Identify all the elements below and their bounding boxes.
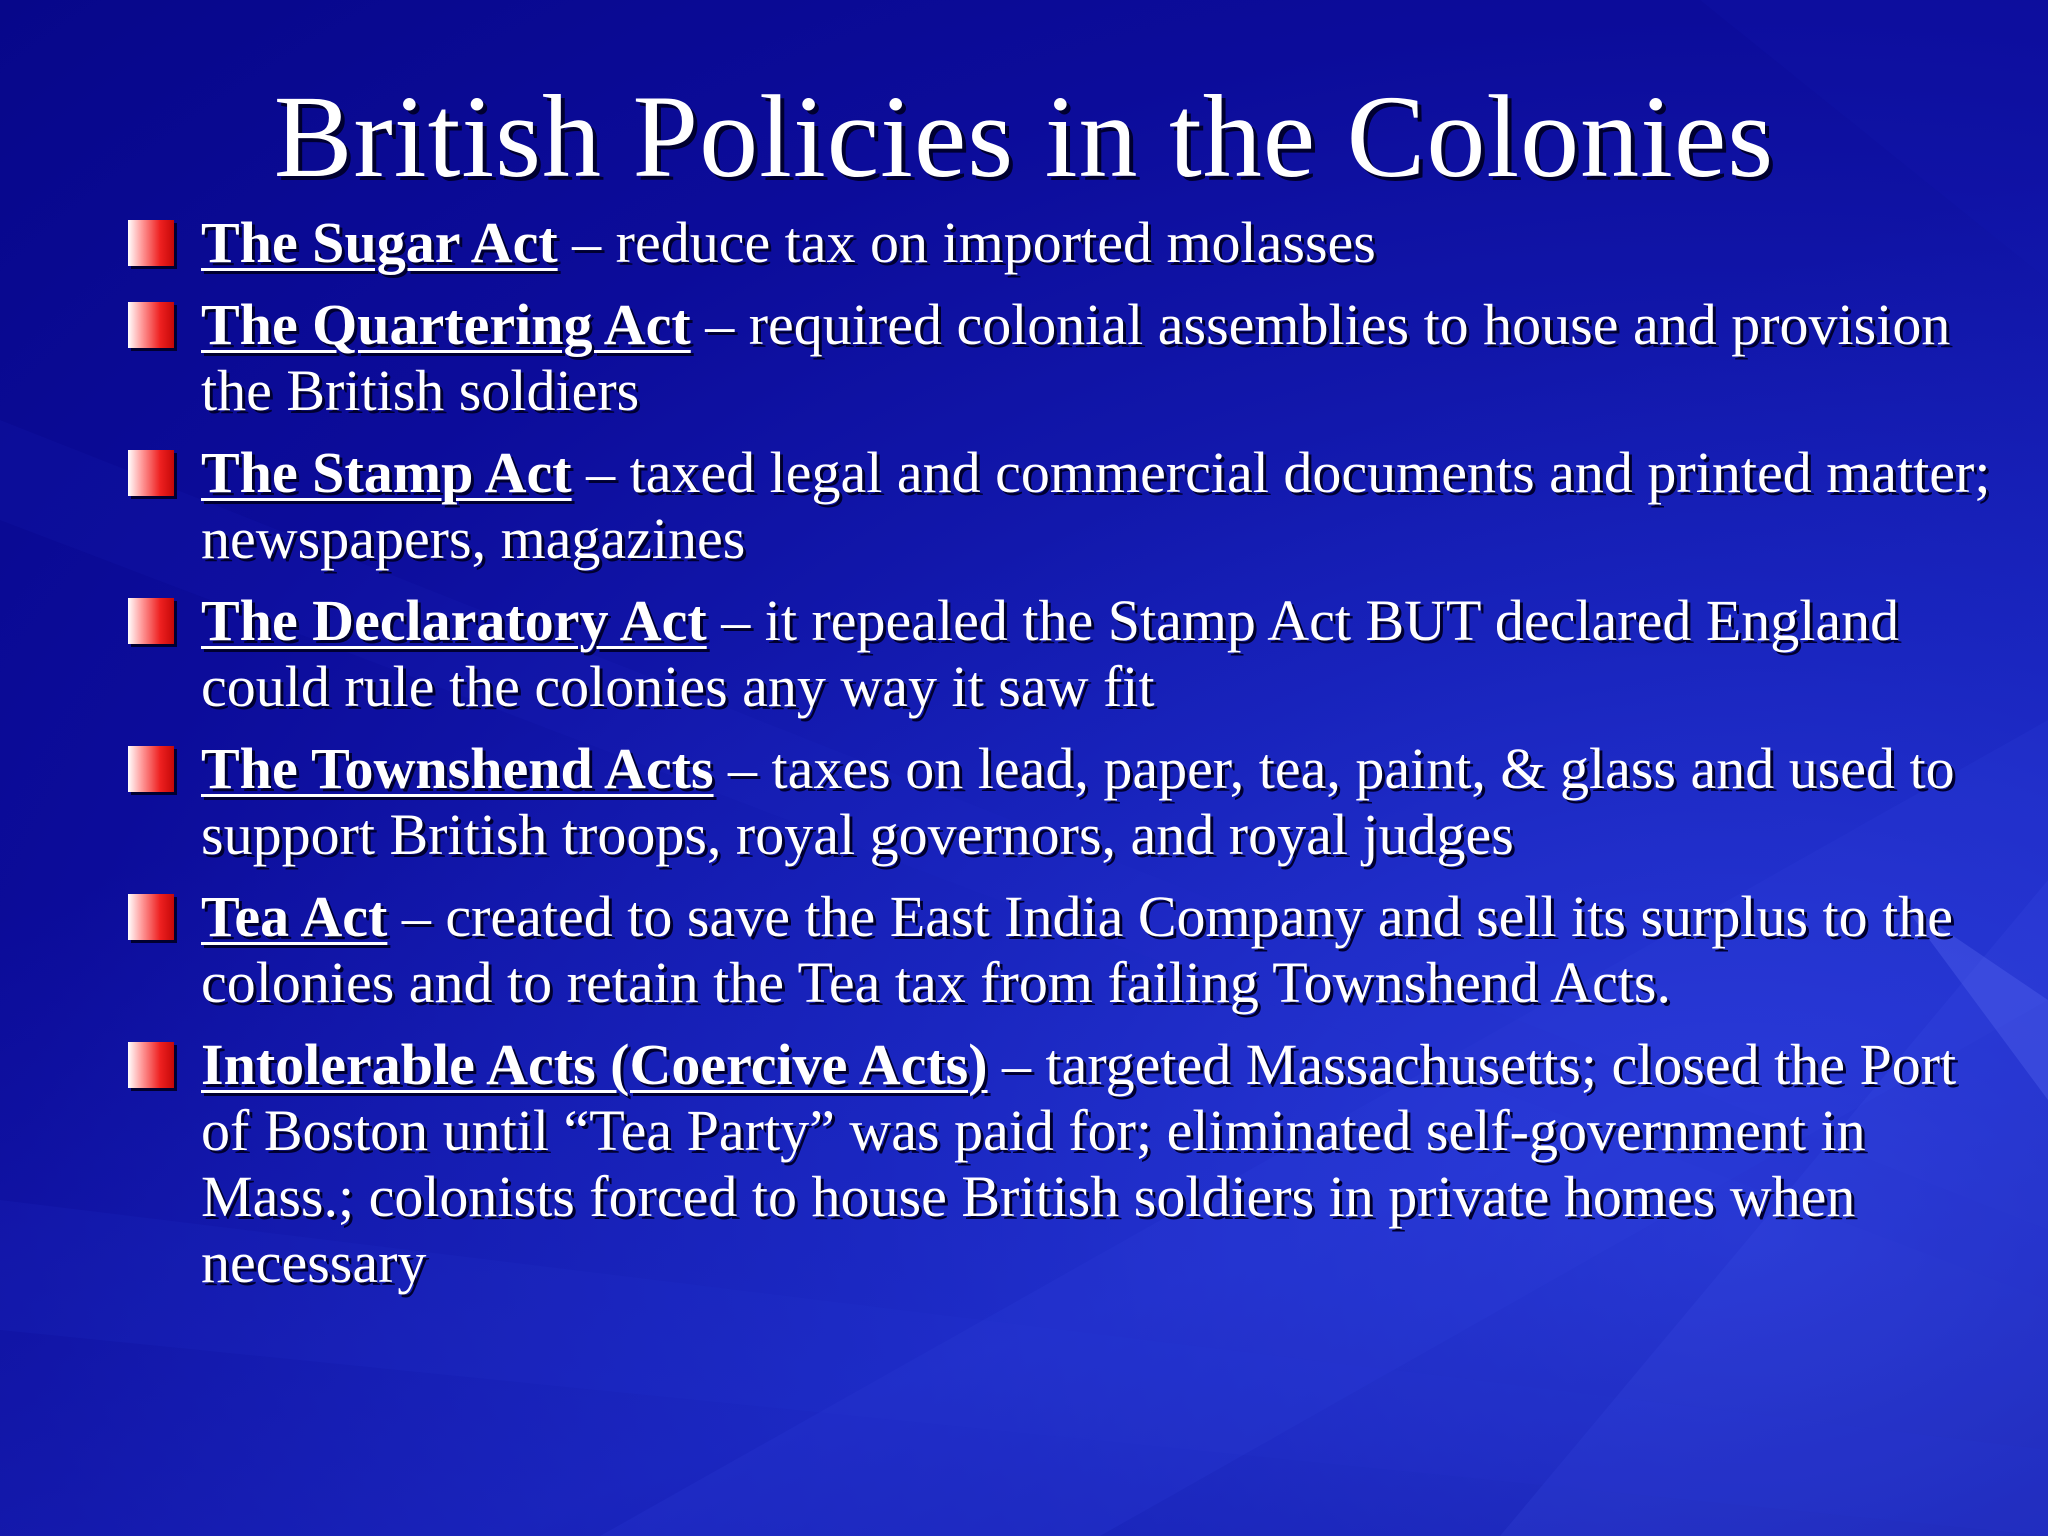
act-name: The Townshend Acts bbox=[201, 736, 714, 801]
red-square-bullet-icon bbox=[128, 894, 174, 940]
list-item bbox=[128, 588, 2008, 720]
list-item bbox=[128, 736, 2008, 868]
list-item bbox=[128, 440, 2008, 572]
slide-title: British Policies in the Colonies bbox=[273, 71, 1775, 202]
act-description: – taxes on lead, paper, tea, paint, & glass and used to support British troops, royal governors, and royal judges bbox=[201, 736, 1955, 867]
act-description: – it repealed the Stamp Act BUT declared England could rule the colonies any way it saw fit bbox=[201, 588, 1900, 719]
list-item bbox=[128, 292, 2008, 424]
red-square-bullet-icon bbox=[128, 1042, 174, 1088]
act-description: – created to save the East India Company and sell its surplus to the colonies and to retain the Tea tax from failing Townshend Acts. bbox=[201, 884, 1953, 1015]
red-square-bullet-icon bbox=[128, 598, 174, 644]
list-item bbox=[128, 1032, 2008, 1296]
bullet-list bbox=[128, 210, 2008, 1312]
act-name: The Sugar Act bbox=[201, 210, 558, 275]
act-description: – reduce tax on imported molasses bbox=[557, 210, 1376, 275]
act-name: The Quartering Act bbox=[201, 292, 691, 357]
list-item bbox=[128, 210, 2008, 276]
red-square-bullet-icon bbox=[128, 302, 174, 348]
act-description: – targeted Massachusetts; closed the Port of Boston until “Tea Party” was paid for; eliminated self-government in Mass.; colonists forced to house British soldiers in private homes when necessary bbox=[201, 1032, 1957, 1295]
red-square-bullet-icon bbox=[128, 746, 174, 792]
act-name: The Stamp Act bbox=[201, 440, 572, 505]
act-description: – taxed legal and commercial documents and printed matter; newspapers, magazines bbox=[201, 440, 1991, 571]
act-description: – required colonial assemblies to house and provision the British soldiers bbox=[201, 292, 1951, 423]
act-name: The Declaratory Act bbox=[201, 588, 707, 653]
red-square-bullet-icon bbox=[128, 450, 174, 496]
act-name: Intolerable Acts (Coercive Acts) bbox=[201, 1032, 988, 1097]
list-item bbox=[128, 884, 2008, 1016]
act-name: Tea Act bbox=[201, 884, 388, 949]
red-square-bullet-icon bbox=[128, 220, 174, 266]
